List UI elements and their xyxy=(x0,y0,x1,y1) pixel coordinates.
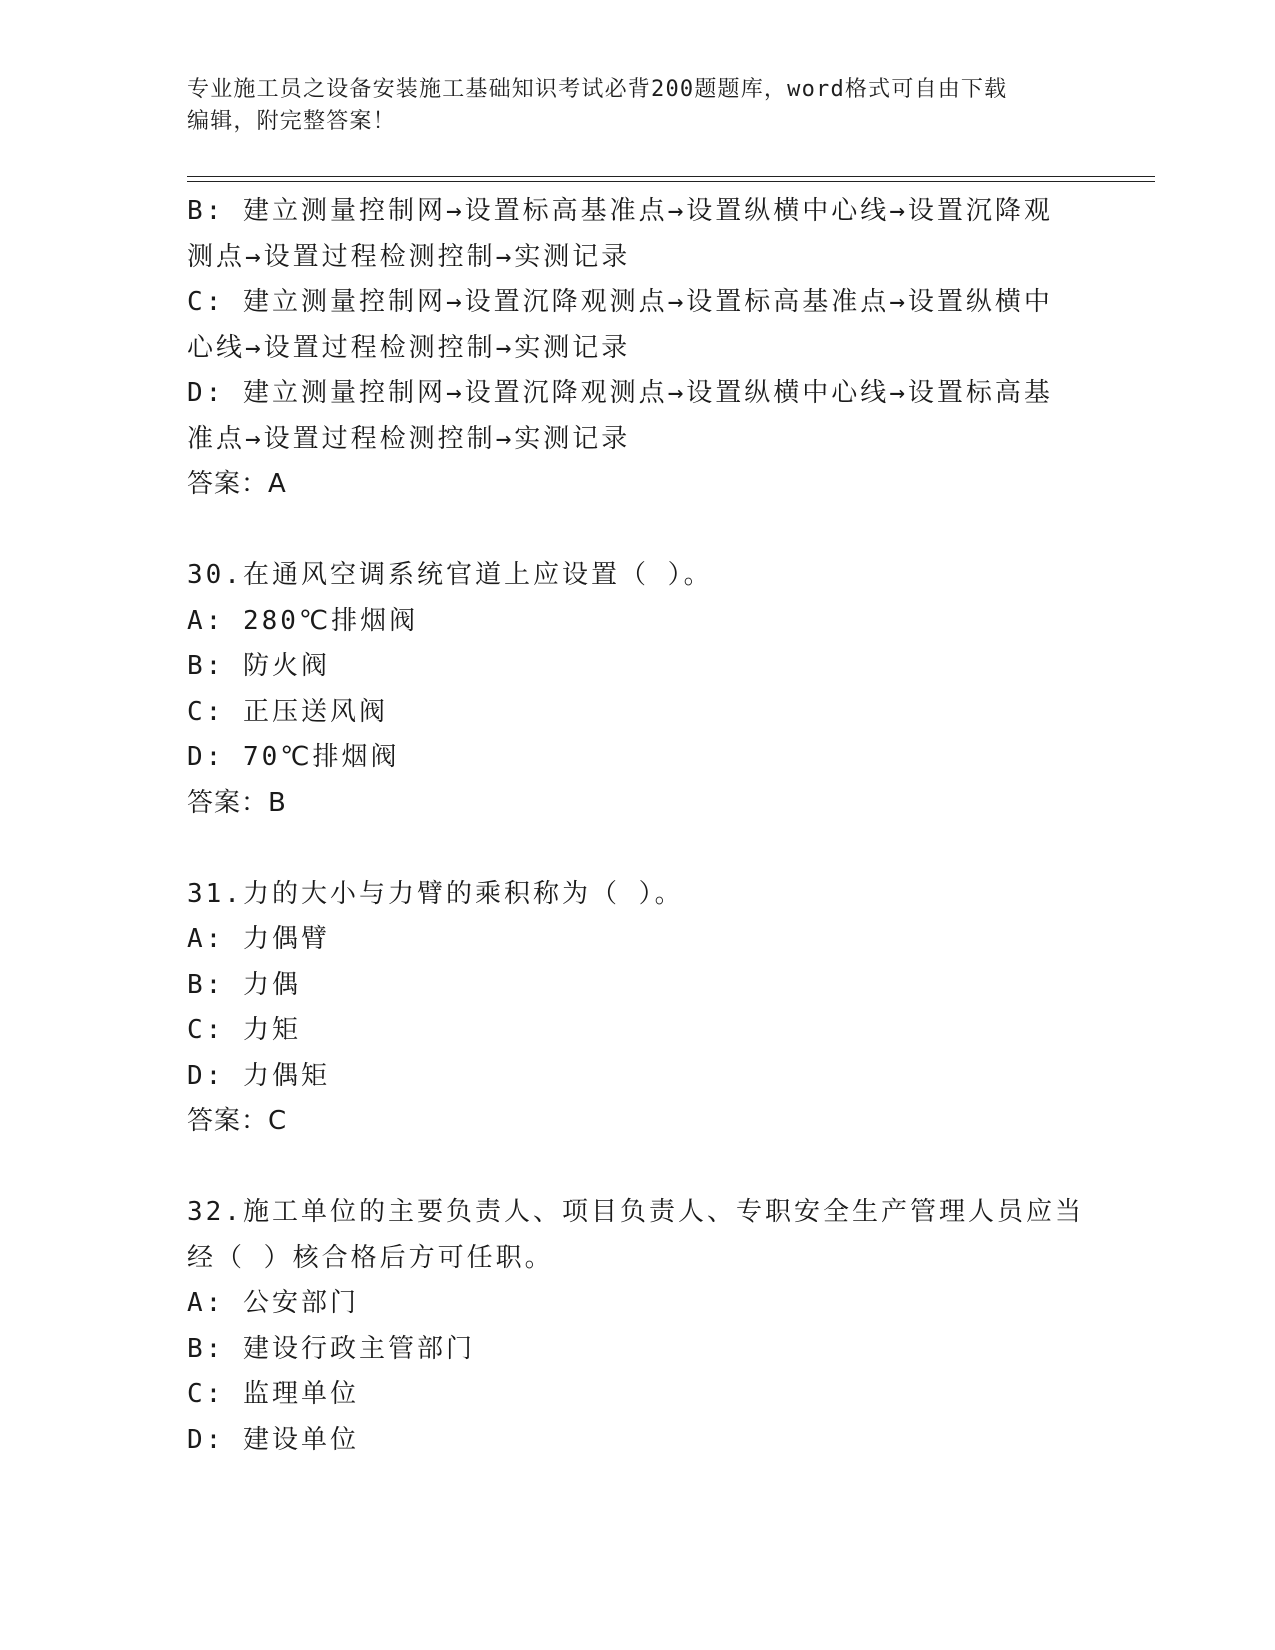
option-c-line-2: 心线→设置过程检测控制→实测记录 xyxy=(187,332,631,363)
header-divider xyxy=(187,176,1155,182)
question-30 xyxy=(187,553,1087,826)
option-d-line-1: D: 建立测量控制网→设置沉降观测点→设置纵横中心线→设置标高基 xyxy=(187,378,1053,408)
option-c: C: 正压送风阀 xyxy=(187,696,388,727)
option-d: D: 力偶矩 xyxy=(187,1060,330,1091)
spacer xyxy=(187,826,1087,872)
option-b-line-1: B: 建立测量控制网→设置标高基准点→设置纵横中心线→设置沉降观 xyxy=(187,196,1053,226)
option-a: A: 公安部门 xyxy=(187,1288,359,1318)
header-title-line-1: 专业施工员之设备安装施工基础知识考试必背200题题库，word格式可自由下载 xyxy=(187,77,1008,102)
spacer xyxy=(187,508,1087,554)
option-d-line-2: 准点→设置过程检测控制→实测记录 xyxy=(187,423,631,454)
question-29-continued xyxy=(187,189,1087,508)
option-c: C: 力矩 xyxy=(187,1015,301,1045)
answer-31: 答案：C xyxy=(187,1106,288,1136)
option-a: A: 力偶臂 xyxy=(187,924,330,954)
spacer xyxy=(187,1145,1087,1191)
question-stem: 30.在通风空调系统官道上应设置（ ）。 xyxy=(187,560,713,590)
option-b: B: 防火阀 xyxy=(187,651,330,681)
option-c-line-1: C: 建立测量控制网→设置沉降观测点→设置标高基准点→设置纵横中 xyxy=(187,287,1053,317)
page-header xyxy=(187,74,1087,138)
option-b-line-2: 测点→设置过程检测控制→实测记录 xyxy=(187,241,631,272)
question-stem-line-2: 经（ ）核合格后方可任职。 xyxy=(187,1242,554,1273)
option-b: B: 力偶 xyxy=(187,969,301,1000)
question-32 xyxy=(187,1190,1087,1463)
question-stem-line-1: 32.施工单位的主要负责人、项目负责人、专职安全生产管理人员应当 xyxy=(187,1197,1084,1227)
option-a: A: 280℃排烟阀 xyxy=(187,605,419,636)
answer-29: 答案：A xyxy=(187,469,287,499)
question-content xyxy=(187,189,1087,1463)
option-c: C: 监理单位 xyxy=(187,1379,359,1409)
option-d: D: 建设单位 xyxy=(187,1424,359,1455)
question-stem: 31.力的大小与力臂的乘积称为（ ）。 xyxy=(187,878,684,909)
option-d: D: 70℃排烟阀 xyxy=(187,742,400,772)
answer-30: 答案：B xyxy=(187,787,287,818)
option-b: B: 建设行政主管部门 xyxy=(187,1333,475,1364)
header-title-line-2: 编辑，附完整答案！ xyxy=(187,109,396,134)
question-31 xyxy=(187,872,1087,1145)
